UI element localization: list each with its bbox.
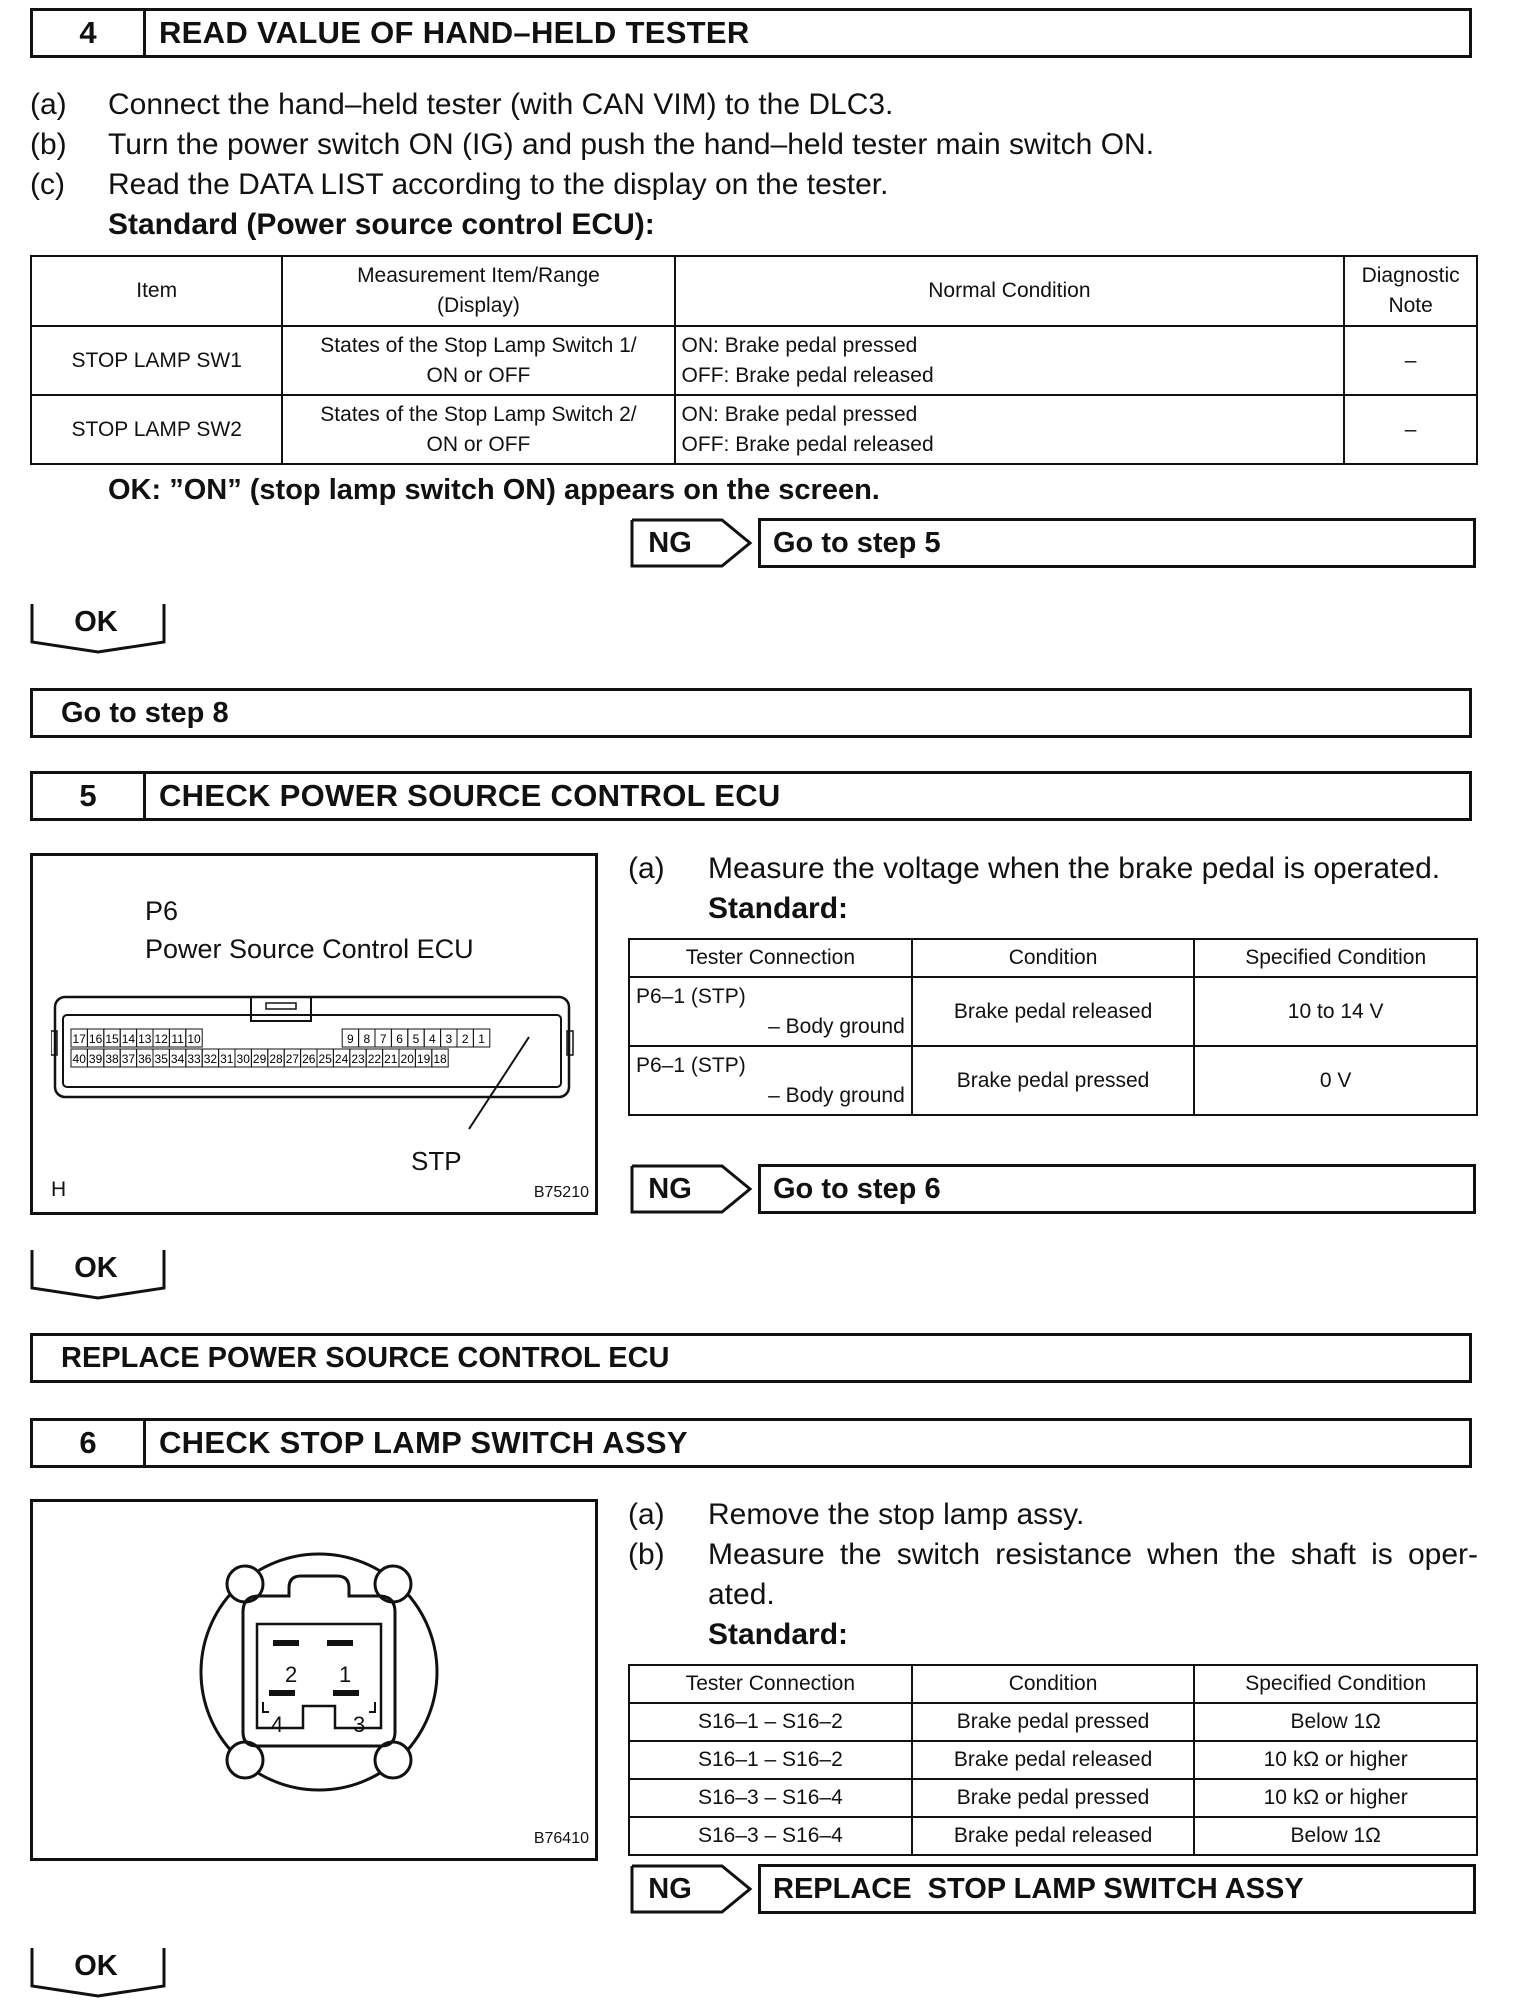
pin-number: 27	[285, 1052, 300, 1066]
cell-line: ON: Brake pedal pressed	[681, 333, 918, 357]
step-number: 5	[33, 774, 146, 818]
pin-number: 28	[269, 1052, 283, 1066]
table-cell: STOP LAMP SW1	[31, 326, 282, 395]
ok-destination-step8: Go to step 8	[30, 688, 1472, 738]
terminal-label: 1	[339, 1662, 352, 1687]
pin-row-top	[71, 1029, 490, 1047]
cell-line: ON or OFF	[426, 363, 531, 387]
data-list-table	[30, 255, 1478, 465]
cell-line: P6–1 (STP)	[636, 1053, 746, 1077]
ng-branch-step5	[630, 1164, 1478, 1214]
instruction-label: (b)	[30, 128, 67, 161]
ng-branch-step6	[630, 1864, 1478, 1914]
ok-destination-replace-ecu: REPLACE POWER SOURCE CONTROL ECU	[30, 1333, 1472, 1383]
ng-label: NG	[648, 1873, 692, 1905]
pin-number: 21	[384, 1052, 398, 1066]
header-line: Measurement Item/Range	[357, 264, 600, 287]
pin-number: 2	[461, 1032, 469, 1046]
pin-row-bottom	[71, 1049, 448, 1067]
table-cell	[629, 1046, 912, 1115]
step-4-header	[30, 8, 1472, 58]
connector-name: Power Source Control ECU	[145, 934, 474, 964]
step-title: READ VALUE OF HAND–HELD TESTER	[159, 15, 750, 50]
terminal-label: 2	[285, 1662, 298, 1687]
table-cell: Below 1Ω	[1194, 1703, 1477, 1741]
table-cell	[675, 326, 1345, 395]
header-line: Diagnostic	[1361, 264, 1460, 287]
cell-line: States of the Stop Lamp Switch 2/	[320, 402, 637, 426]
pin-number: 26	[302, 1052, 316, 1066]
pin-number: 29	[252, 1052, 267, 1066]
instruction-text: Measure the switch resistance when the shaft is oper-	[708, 1538, 1478, 1571]
instruction-label: (a)	[628, 1498, 665, 1531]
table-cell	[629, 977, 912, 1046]
table-row	[31, 395, 1477, 464]
instruction-label: (a)	[30, 88, 67, 121]
ng-destination: Go to step 5	[758, 518, 1476, 568]
switch-connector-drawing	[183, 1532, 463, 1802]
ng-destination: Go to step 6	[758, 1164, 1476, 1214]
ok-label: OK	[74, 1950, 118, 1982]
ok-condition-text: OK: ”ON” (stop lamp switch ON) appears on the screen.	[108, 474, 880, 506]
pin-number: 8	[363, 1032, 371, 1046]
table-cell: Brake pedal pressed	[912, 1779, 1195, 1817]
voltage-spec-table	[628, 938, 1478, 1116]
pin-number: 1	[478, 1032, 485, 1046]
pin-number: 10	[187, 1032, 201, 1046]
pin-number: 7	[379, 1032, 387, 1046]
standard-label: Standard:	[708, 1618, 849, 1651]
figure-code: B76410	[533, 1830, 589, 1847]
corner-label: H	[51, 1178, 67, 1201]
ng-label: NG	[648, 1173, 692, 1205]
table-cell: S16–1 – S16–2	[629, 1741, 912, 1779]
pin-number: 12	[154, 1032, 168, 1046]
pin-number: 38	[105, 1052, 119, 1066]
instruction-label: (b)	[628, 1538, 665, 1571]
pin-number: 5	[412, 1032, 420, 1046]
figure-code: B75210	[533, 1184, 589, 1201]
table-header: Condition	[912, 939, 1195, 977]
pin-number: 33	[187, 1052, 201, 1066]
table-header: Condition	[912, 1665, 1195, 1703]
pin-number: 22	[367, 1052, 382, 1066]
pin-number: 23	[351, 1052, 365, 1066]
instruction-text: Read the DATA LIST according to the display on the tester.	[108, 168, 889, 201]
pin-number: 14	[121, 1032, 136, 1046]
table-header: Item	[31, 256, 282, 326]
ng-arrow-box	[630, 518, 720, 568]
ng-branch-step4	[630, 518, 1478, 568]
pin-number: 37	[121, 1052, 136, 1066]
terminal-label: 3	[353, 1712, 366, 1737]
header-line: (Display)	[437, 294, 520, 317]
table-header: Tester Connection	[629, 1665, 912, 1703]
ok-label: OK	[74, 1252, 118, 1284]
table-row	[629, 1741, 1477, 1779]
pin-number: 24	[334, 1052, 349, 1066]
table-cell: Brake pedal released	[912, 977, 1195, 1046]
cell-line: – Body ground	[768, 1083, 905, 1107]
table-row	[629, 1779, 1477, 1817]
cell-line: OFF: Brake pedal released	[681, 363, 934, 387]
pin-number: 32	[203, 1052, 218, 1066]
table-cell: 10 to 14 V	[1194, 977, 1477, 1046]
ng-label: NG	[648, 527, 692, 559]
ok-label: OK	[74, 606, 118, 638]
instruction-label: (a)	[628, 852, 665, 885]
table-header: Specified Condition	[1194, 939, 1477, 977]
pin-number: 6	[396, 1032, 403, 1046]
pointer-label: STP	[411, 1146, 462, 1176]
pin-number: 35	[154, 1052, 168, 1066]
ok-branch-step5	[30, 1248, 168, 1300]
pin-number: 36	[138, 1052, 152, 1066]
pin-number: 30	[236, 1052, 250, 1066]
ng-destination: REPLACE STOP LAMP SWITCH ASSY	[758, 1864, 1476, 1914]
instruction-label: (c)	[30, 168, 65, 201]
table-cell: STOP LAMP SW2	[31, 395, 282, 464]
cell-line: ON or OFF	[426, 432, 531, 456]
ok-branch-step6	[30, 1946, 168, 1998]
pin-number: 19	[416, 1052, 431, 1066]
pin-number: 39	[88, 1052, 103, 1066]
pin-number: 4	[429, 1032, 436, 1046]
table-header	[282, 256, 674, 326]
pin-number: 31	[220, 1052, 234, 1066]
table-row	[629, 1703, 1477, 1741]
step-number: 6	[33, 1421, 146, 1465]
table-cell	[282, 326, 674, 395]
pin-number: 3	[445, 1032, 453, 1046]
cell-line: OFF: Brake pedal released	[681, 432, 934, 456]
ng-arrow-box	[630, 1164, 720, 1214]
table-cell	[282, 395, 674, 464]
table-header: Specified Condition	[1194, 1665, 1477, 1703]
instruction-text: Remove the stop lamp assy.	[708, 1498, 1085, 1531]
cell-line: ON: Brake pedal pressed	[681, 402, 918, 426]
ng-arrow-box	[630, 1864, 720, 1914]
table-header	[1344, 256, 1477, 326]
table-cell: S16–3 – S16–4	[629, 1817, 912, 1855]
cell-line: States of the Stop Lamp Switch 1/	[320, 333, 637, 357]
step-6-header	[30, 1418, 1472, 1468]
table-cell: Brake pedal pressed	[912, 1703, 1195, 1741]
table-cell: Brake pedal pressed	[912, 1046, 1195, 1115]
pin-number: 11	[171, 1032, 184, 1046]
table-row	[629, 1817, 1477, 1855]
table-cell: Below 1Ω	[1194, 1817, 1477, 1855]
pin-number: 16	[88, 1032, 103, 1046]
step-title: CHECK POWER SOURCE CONTROL ECU	[159, 778, 781, 813]
table-cell: S16–3 – S16–4	[629, 1779, 912, 1817]
pin-number: 13	[138, 1032, 152, 1046]
standard-label: Standard (Power source control ECU):	[108, 208, 655, 241]
ecu-connector-figure	[30, 853, 598, 1215]
stp-pointer-line	[469, 1037, 529, 1129]
pin-number: 18	[433, 1052, 447, 1066]
pin-number: 17	[72, 1032, 86, 1046]
ok-branch-step4	[30, 602, 168, 654]
table-cell: –	[1344, 326, 1477, 395]
table-header: Tester Connection	[629, 939, 912, 977]
table-header: Normal Condition	[675, 256, 1345, 326]
table-cell: S16–1 – S16–2	[629, 1703, 912, 1741]
table-cell: 10 kΩ or higher	[1194, 1741, 1477, 1779]
table-cell: Brake pedal released	[912, 1741, 1195, 1779]
standard-label: Standard:	[708, 892, 849, 925]
header-line: Note	[1388, 294, 1433, 317]
instruction-text: Turn the power switch ON (IG) and push the hand–held tester main switch ON.	[108, 128, 1155, 161]
table-cell: –	[1344, 395, 1477, 464]
cell-line: P6–1 (STP)	[636, 984, 746, 1008]
table-cell: 0 V	[1194, 1046, 1477, 1115]
table-cell	[675, 395, 1345, 464]
table-row	[629, 1046, 1477, 1115]
instruction-text: Measure the voltage when the brake pedal is operated.	[708, 852, 1441, 885]
table-cell: 10 kΩ or higher	[1194, 1779, 1477, 1817]
table-cell: Brake pedal released	[912, 1817, 1195, 1855]
step-5-header	[30, 771, 1472, 821]
pin-number: 20	[400, 1052, 414, 1066]
instruction-text: ated.	[708, 1578, 775, 1611]
pin-number: 40	[72, 1052, 86, 1066]
connector-id: P6	[145, 896, 179, 926]
pin-number: 34	[170, 1052, 185, 1066]
pin-number: 9	[347, 1032, 354, 1046]
table-row	[31, 326, 1477, 395]
connector-drawing	[51, 991, 581, 1191]
table-row	[629, 977, 1477, 1046]
instruction-text: Connect the hand–held tester (with CAN VIM) to the DLC3.	[108, 88, 894, 121]
step-title: CHECK STOP LAMP SWITCH ASSY	[159, 1425, 688, 1460]
step-number: 4	[33, 11, 146, 55]
cell-line: – Body ground	[768, 1014, 905, 1038]
terminal-label: 4	[271, 1712, 284, 1737]
stop-lamp-switch-figure	[30, 1499, 598, 1861]
pin-number: 25	[318, 1052, 332, 1066]
pin-number: 15	[105, 1032, 119, 1046]
resistance-spec-table	[628, 1664, 1478, 1856]
